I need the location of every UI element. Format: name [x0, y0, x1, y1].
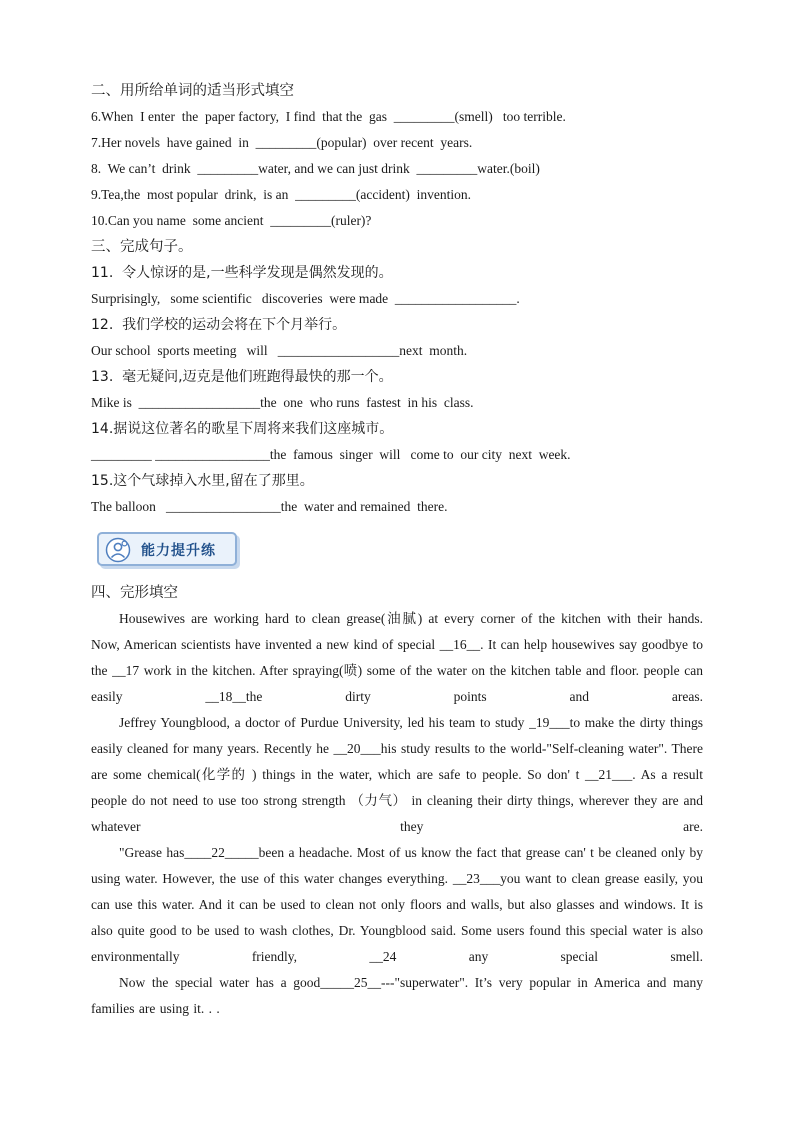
section-3-heading: 三、完成句子。: [91, 239, 193, 255]
question-15-english: The balloon _________________the water and remained there.: [91, 499, 448, 514]
question-11-english: Surprisingly, some scientific discoveries were made __________________.: [91, 291, 520, 306]
question-12-chinese: 12. 我们学校的运动会将在下个月举行。: [91, 317, 347, 333]
question-14-english: _________ _________________the famous singer will come to our city next week.: [91, 447, 571, 462]
question-6: 6.When I enter the paper factory, I find that the gas _________(smell) too terrible.: [91, 109, 566, 124]
question-12-english: Our school sports meeting will __________________next month.: [91, 343, 468, 358]
question-7: 7.Her novels have gained in _________(popular) over recent years.: [91, 135, 473, 150]
cloze-paragraph-1: Housewives are working hard to clean grease(油腻) at every corner of the kitchen with their hands. Now, American scientists have invented a new kind of special __16__. It can help housewives say goodbye to the __17 work in the kitchen. After spraying(喷) some of the water on the kitchen table and floor. people can easily __18__the dirty points and areas.: [91, 611, 703, 704]
ability-badge-row: [91, 526, 703, 576]
cloze-paragraph-2: Jeffrey Youngblood, a doctor of Purdue University, led his team to study _19___to make the dirty things easily cleaned for many years. Recently he __20___his study results to the world-"Self-cleaning water". There are some chemical(化学的 ) things in the water, which are safe to people. So don' t __21___. As a result people do not need to use too strong strength （力气） in cleaning their dirty things, wherever they are and whatever they are.: [91, 715, 703, 834]
worksheet-page: [91, 78, 703, 1022]
question-14-chinese: 14.据说这位著名的歌星下周将来我们这座城市。: [91, 421, 394, 437]
question-11-chinese: 11. 令人惊讶的是,一些科学发现是偶然发现的。: [91, 265, 393, 281]
question-8: 8. We can’t drink _________water, and we can just drink _________water.(boil): [91, 161, 540, 176]
question-15-chinese: 15.这个气球掉入水里,留在了那里。: [91, 473, 314, 489]
question-13-chinese: 13. 毫无疑问,迈克是他们班跑得最快的那一个。: [91, 369, 393, 385]
question-13-english: Mike is __________________the one who runs fastest in his class.: [91, 395, 474, 410]
question-9: 9.Tea,the most popular drink, is an _________(accident) invention.: [91, 187, 471, 202]
section-2-heading: 二、用所给单词的适当形式填空: [91, 83, 294, 99]
ability-badge-label: 能力提升练: [141, 543, 216, 559]
question-10: 10.Can you name some ancient _________(ruler)?: [91, 213, 372, 228]
cloze-paragraph-4: Now the special water has a good_____25__---"superwater". It’s very popular in America and many families are using it. . .: [91, 975, 703, 1016]
ability-badge: [97, 532, 237, 566]
section-4-heading: 四、完形填空: [91, 585, 178, 601]
person-gear-icon: [105, 537, 131, 563]
cloze-paragraph-3: "Grease has____22_____been a headache. Most of us know the fact that grease can' t be cleaned only by using water. However, the use of this water changes everything. __23___you want to clean grease easily, you can use this water. And it can be used to clean not only floors and walls, but also glasses and windows. It is also quite good to be used to wash clothes, Dr. Youngblood said. Some users found this special water is also environmentally friendly, __24 any special smell.: [91, 845, 703, 964]
